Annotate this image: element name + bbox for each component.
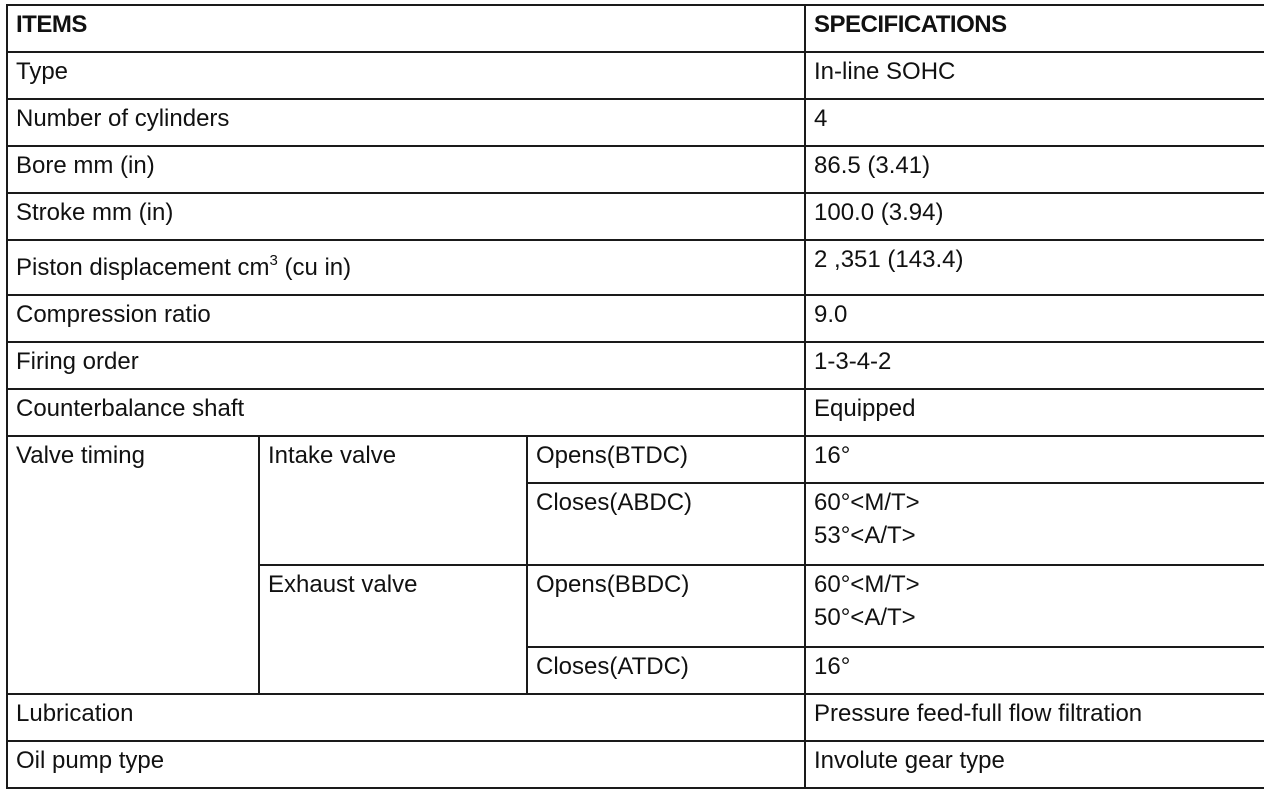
cylinders-value: 4 <box>805 99 1264 146</box>
bore-label: Bore mm (in) <box>7 146 805 193</box>
exhaust-valve-label: Exhaust valve <box>259 565 527 694</box>
table-row <box>7 741 1264 788</box>
table-row <box>7 52 1264 99</box>
intake-opens-value: 16° <box>805 436 1264 483</box>
table-row <box>7 342 1264 389</box>
exhaust-opens-label: Opens(BBDC) <box>527 565 805 647</box>
intake-closes-mt-value: 60°<M/T> <box>814 489 920 516</box>
intake-closes-value <box>805 483 1264 565</box>
displacement-label <box>7 240 805 295</box>
displacement-label-superscript: 3 <box>269 252 278 269</box>
table-row <box>7 389 1264 436</box>
displacement-label-text: Piston displacement cm <box>16 254 270 281</box>
lubrication-label: Lubrication <box>7 694 805 741</box>
table-row <box>7 295 1264 342</box>
items-header: ITEMS <box>7 5 805 52</box>
oil-pump-value: Involute gear type <box>805 741 1264 788</box>
displacement-label-unit: (cu in) <box>277 254 352 281</box>
intake-valve-label: Intake valve <box>259 436 527 565</box>
table-row <box>7 436 1264 483</box>
bore-value: 86.5 (3.41) <box>805 146 1264 193</box>
firing-order-value: 1-3-4-2 <box>805 342 1264 389</box>
table-row <box>7 240 1264 295</box>
counterbalance-value: Equipped <box>805 389 1264 436</box>
counterbalance-label: Counterbalance shaft <box>7 389 805 436</box>
table-row <box>7 193 1264 240</box>
valve-timing-label: Valve timing <box>7 436 259 694</box>
firing-order-label: Firing order <box>7 342 805 389</box>
exhaust-closes-label: Closes(ATDC) <box>527 647 805 694</box>
exhaust-closes-value: 16° <box>805 647 1264 694</box>
intake-closes-at-value: 53°<A/T> <box>814 522 916 549</box>
cylinders-label: Number of cylinders <box>7 99 805 146</box>
intake-closes-label: Closes(ABDC) <box>527 483 805 565</box>
type-label: Type <box>7 52 805 99</box>
stroke-label: Stroke mm (in) <box>7 193 805 240</box>
exhaust-opens-at-value: 50°<A/T> <box>814 604 916 631</box>
specifications-header: SPECIFICATIONS <box>805 5 1264 52</box>
table-row <box>7 694 1264 741</box>
table-row <box>7 99 1264 146</box>
exhaust-opens-value <box>805 565 1264 647</box>
intake-opens-label: Opens(BTDC) <box>527 436 805 483</box>
exhaust-opens-mt-value: 60°<M/T> <box>814 571 920 598</box>
oil-pump-label: Oil pump type <box>7 741 805 788</box>
engine-specifications-table <box>6 4 1264 789</box>
lubrication-value: Pressure feed-full flow filtration <box>805 694 1264 741</box>
displacement-value: 2 ,351 (143.4) <box>805 240 1264 295</box>
stroke-value: 100.0 (3.94) <box>805 193 1264 240</box>
table-row <box>7 146 1264 193</box>
type-value: In-line SOHC <box>805 52 1264 99</box>
compression-label: Compression ratio <box>7 295 805 342</box>
table-header-row <box>7 5 1264 52</box>
compression-value: 9.0 <box>805 295 1264 342</box>
